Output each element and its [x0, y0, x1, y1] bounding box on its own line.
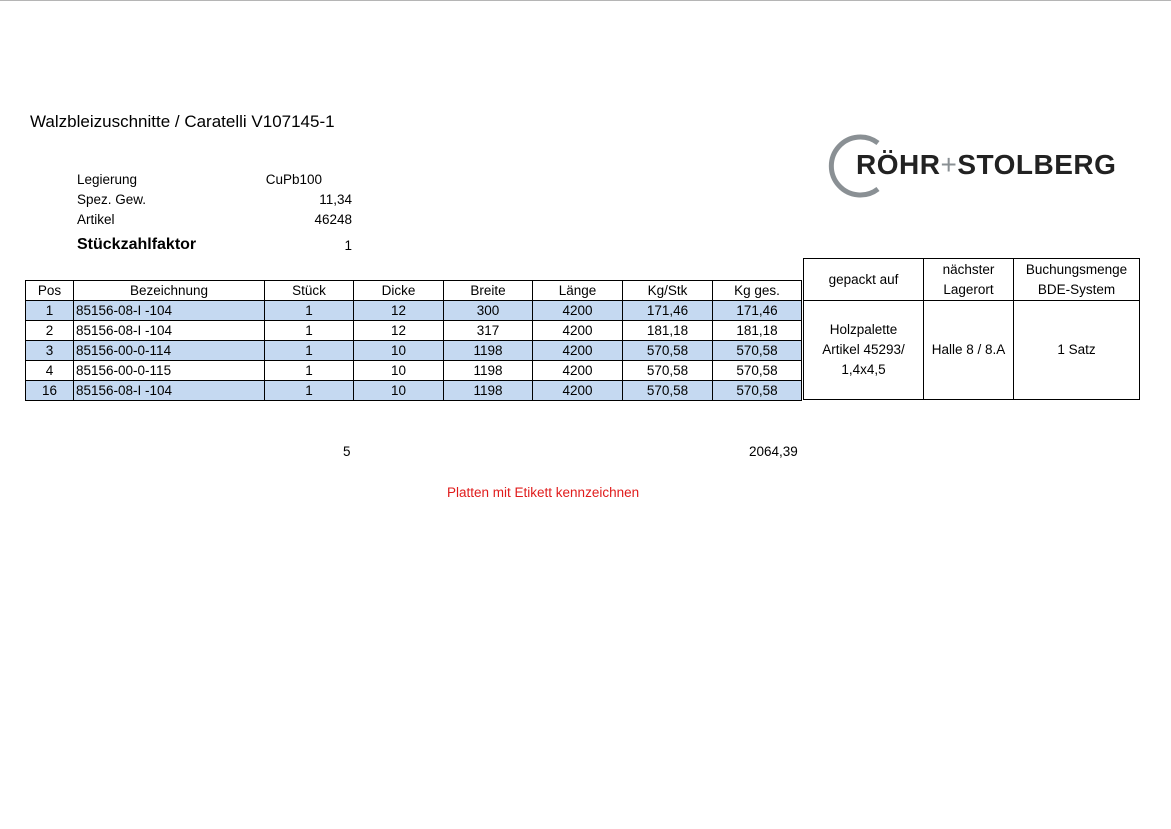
cell-laenge: 4200	[533, 341, 623, 361]
col-header-breite: Breite	[444, 281, 533, 301]
table-row	[26, 361, 802, 381]
artikel-label: Artikel	[77, 212, 115, 227]
cell-laenge: 4200	[533, 301, 623, 321]
next-location-value: Halle 8 / 8.A	[924, 301, 1014, 400]
cell-kg-stk: 171,46	[623, 301, 713, 321]
logo-wordmark	[856, 149, 1116, 181]
cell-kg-stk: 570,58	[623, 381, 713, 401]
packing-header-row	[804, 259, 1140, 301]
cell-dicke: 10	[354, 361, 444, 381]
cell-dicke: 12	[354, 301, 444, 321]
packed-on-line3: 1,4x4,5	[841, 362, 886, 377]
company-logo	[826, 133, 1126, 199]
cell-bezeichnung: 85156-08-I -104	[74, 381, 265, 401]
cell-pos: 4	[26, 361, 74, 381]
artikel-value: 46248	[314, 212, 352, 227]
cell-dicke: 12	[354, 321, 444, 341]
total-weight: 2064,39	[749, 444, 798, 459]
col-header-bezeichnung: Bezeichnung	[74, 281, 265, 301]
table-row	[26, 341, 802, 361]
label-instruction-note: Platten mit Etikett kennzeichnen	[447, 485, 640, 500]
cell-bezeichnung: 85156-08-I -104	[74, 301, 265, 321]
cell-stueck: 1	[265, 321, 354, 341]
logo-word-right: STOLBERG	[957, 149, 1117, 180]
logo-word-left: RÖHR	[856, 149, 941, 180]
cell-stueck: 1	[265, 301, 354, 321]
stueckzahlfaktor-value: 1	[344, 238, 352, 253]
cell-breite: 1198	[444, 361, 533, 381]
cell-bezeichnung: 85156-08-I -104	[74, 321, 265, 341]
total-pieces: 5	[343, 444, 351, 459]
col-header-stueck: Stück	[265, 281, 354, 301]
document-title: Walzbleizuschnitte / Caratelli V107145-1	[30, 112, 335, 131]
cell-pos: 16	[26, 381, 74, 401]
cell-breite: 1198	[444, 341, 533, 361]
table-row	[26, 321, 802, 341]
cell-kg-ges: 171,46	[713, 301, 802, 321]
cell-dicke: 10	[354, 381, 444, 401]
legierung-label: Legierung	[77, 172, 138, 187]
booking-header-line2: BDE-System	[1037, 281, 1116, 297]
stueckzahlfaktor-label: Stückzahlfaktor	[77, 236, 197, 253]
col-header-laenge: Länge	[533, 281, 623, 301]
cell-laenge: 4200	[533, 361, 623, 381]
col-header-dicke: Dicke	[354, 281, 444, 301]
cell-breite: 300	[444, 301, 533, 321]
packed-on-header: gepackt auf	[804, 259, 924, 301]
cell-stueck: 1	[265, 381, 354, 401]
cell-stueck: 1	[265, 361, 354, 381]
booking-header-line1: Buchungsmenge	[1025, 261, 1128, 277]
cell-pos: 2	[26, 321, 74, 341]
col-header-pos: Pos	[26, 281, 74, 301]
cell-bezeichnung: 85156-00-0-115	[74, 361, 265, 381]
cell-pos: 3	[26, 341, 74, 361]
next-location-header-line1: nächster	[942, 261, 995, 277]
table-row	[26, 381, 802, 401]
cell-laenge: 4200	[533, 381, 623, 401]
spez-gew-value: 11,34	[319, 192, 352, 207]
cell-breite: 317	[444, 321, 533, 341]
cell-kg-ges: 570,58	[713, 381, 802, 401]
logo-plus: +	[940, 149, 958, 180]
booking-header	[1014, 259, 1140, 301]
packing-table	[803, 258, 1140, 400]
cutting-table	[25, 280, 802, 401]
packed-on-value	[804, 301, 924, 400]
spez-gew-label: Spez. Gew.	[77, 192, 147, 207]
next-location-header-line2: Lagerort	[943, 281, 994, 297]
packing-value-row	[804, 301, 1140, 400]
cell-kg-ges: 181,18	[713, 321, 802, 341]
cell-kg-stk: 181,18	[623, 321, 713, 341]
cell-laenge: 4200	[533, 321, 623, 341]
cell-kg-stk: 570,58	[623, 341, 713, 361]
packed-on-line2: Artikel 45293/	[822, 342, 905, 357]
col-header-kg-ges: Kg ges.	[713, 281, 802, 301]
cell-bezeichnung: 85156-00-0-114	[74, 341, 265, 361]
next-location-header	[924, 259, 1014, 301]
cell-kg-ges: 570,58	[713, 361, 802, 381]
packed-on-line1: Holzpalette	[829, 322, 898, 337]
booking-value: 1 Satz	[1014, 301, 1140, 400]
cell-kg-stk: 570,58	[623, 361, 713, 381]
table-row	[26, 301, 802, 321]
table-header-row	[26, 281, 802, 301]
cell-kg-ges: 570,58	[713, 341, 802, 361]
col-header-kg-stk: Kg/Stk	[623, 281, 713, 301]
cell-stueck: 1	[265, 341, 354, 361]
legierung-value: CuPb100	[265, 172, 322, 187]
cell-breite: 1198	[444, 381, 533, 401]
cell-dicke: 10	[354, 341, 444, 361]
page-top-border	[0, 0, 1171, 1]
cell-pos: 1	[26, 301, 74, 321]
